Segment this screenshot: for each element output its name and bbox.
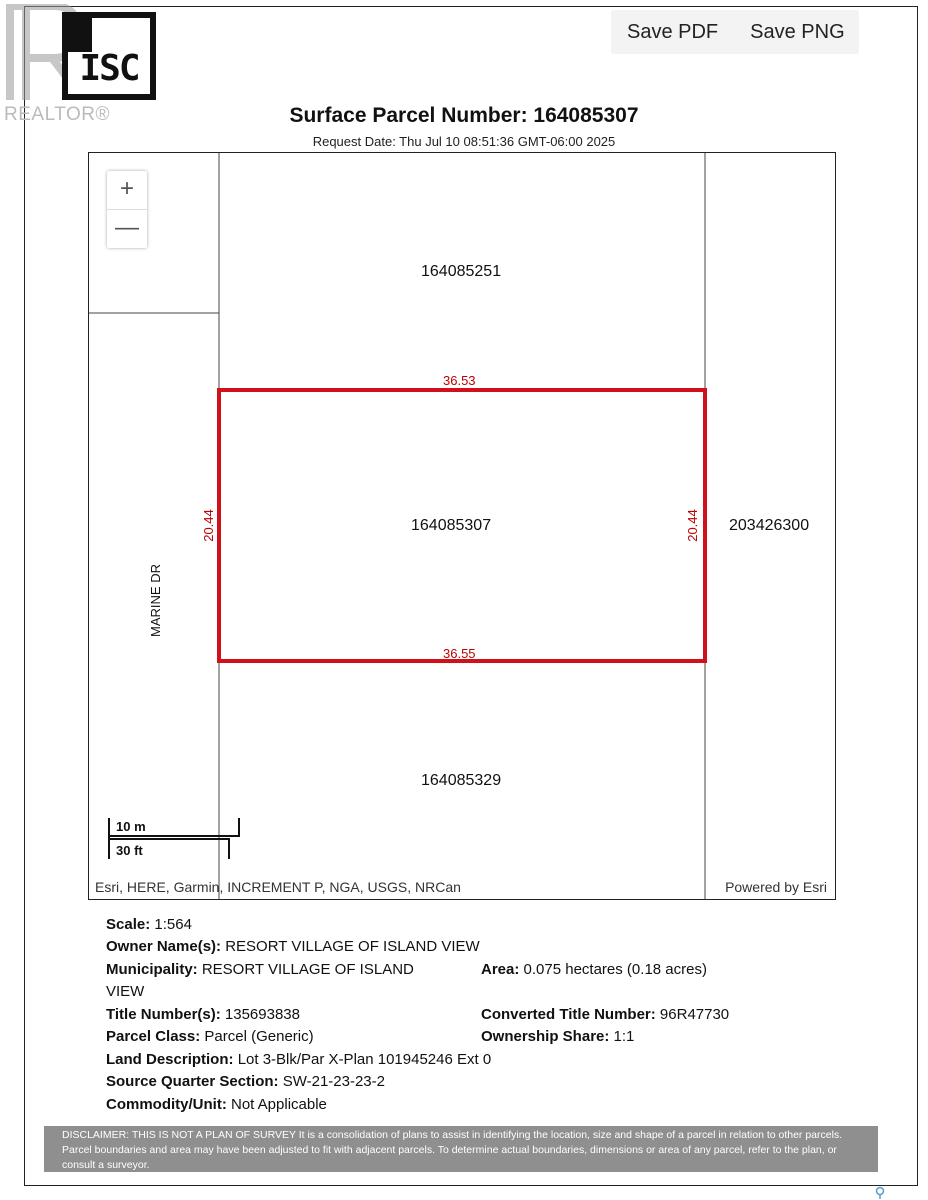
detail-parcel-class-value: Parcel (Generic)	[204, 1028, 314, 1045]
isc-logo-text: ISC	[79, 48, 139, 89]
detail-commodity-value: Not Applicable	[231, 1096, 327, 1113]
detail-scale-value: 1:564	[154, 916, 192, 933]
detail-title-number-label: Title Number(s):	[106, 1006, 221, 1023]
detail-quarter-section-label: Source Quarter Section:	[106, 1073, 279, 1090]
detail-quarter-section-value: SW-21-23-23-2	[282, 1073, 385, 1090]
detail-title-number	[106, 1006, 300, 1023]
detail-owner	[106, 938, 480, 955]
detail-converted-title-value: 96R47730	[659, 1006, 730, 1023]
parcel-label-south[interactable]: 164085329	[421, 772, 502, 789]
detail-parcel-class	[106, 1028, 314, 1045]
map-pin-icon	[874, 1186, 886, 1200]
detail-land-description-value: Lot 3-Blk/Par X-Plan 101945246 Ext 0	[237, 1051, 492, 1068]
zoom-control	[107, 171, 147, 248]
save-png-button[interactable]: Save PNG	[750, 20, 845, 43]
detail-scale	[106, 916, 192, 933]
disclaimer: DISCLAIMER: THIS IS NOT A PLAN OF SURVEY It is a consolidation of plans to assist in identifying the location, size and shape of a parcel in relation to other parcels. Parcel boundaries and area may have been adjusted to fit with adjacent parcels. To determine actual boundaries, dimensions or area of any parcel, refer to the plan, or consult a surveyor.	[44, 1126, 878, 1172]
realtor-watermark: REALTOR®	[4, 104, 110, 125]
road-label-marine-dr: MARINE DR	[147, 564, 163, 637]
parcel-label-subject[interactable]: 164085307	[411, 517, 492, 534]
detail-owner-value: RESORT VILLAGE OF ISLAND VIEW	[225, 938, 480, 955]
detail-ownership-share-label: Ownership Share:	[481, 1028, 610, 1045]
parcel-label-east[interactable]: 203426300	[729, 517, 810, 534]
detail-municipality-value: RESORT VILLAGE OF ISLAND	[201, 961, 414, 978]
detail-ownership-share	[481, 1028, 634, 1045]
detail-land-description	[106, 1051, 491, 1068]
detail-municipality	[106, 961, 414, 978]
detail-quarter-section	[106, 1073, 385, 1090]
detail-area	[481, 961, 707, 978]
save-toolbar	[611, 10, 859, 54]
detail-commodity-label: Commodity/Unit:	[106, 1096, 227, 1113]
detail-municipality-cont: VIEW	[106, 983, 145, 1000]
detail-parcel-class-label: Parcel Class:	[106, 1028, 201, 1045]
detail-commodity	[106, 1096, 327, 1113]
page-title: Surface Parcel Number: 164085307	[289, 104, 639, 127]
dimension-left: 20.44	[200, 509, 216, 542]
powered-by-esri-link[interactable]: Powered by Esri	[725, 879, 827, 895]
detail-owner-label: Owner Name(s):	[106, 938, 222, 955]
map-attribution: Esri, HERE, Garmin, INCREMENT P, NGA, USGS, NRCan	[95, 879, 461, 895]
dimension-bottom: 36.55	[443, 646, 476, 661]
detail-area-value: 0.075 hectares (0.18 acres)	[523, 961, 707, 978]
detail-ownership-share-value: 1:1	[613, 1028, 635, 1045]
request-date: Request Date: Thu Jul 10 08:51:36 GMT-06:00 2025	[312, 134, 616, 149]
detail-area-label: Area:	[481, 961, 520, 978]
scale-bar-metric: 10 m	[116, 819, 146, 834]
dimension-top: 36.53	[443, 373, 476, 388]
save-pdf-button[interactable]: Save PDF	[627, 20, 719, 43]
detail-title-number-value: 135693838	[224, 1006, 300, 1023]
isc-logo-tab	[62, 12, 92, 52]
detail-municipality-label: Municipality:	[106, 961, 198, 978]
detail-converted-title-label: Converted Title Number:	[481, 1006, 656, 1023]
zoom-in-button[interactable]: +	[119, 175, 134, 202]
detail-scale-label: Scale:	[106, 916, 151, 933]
scale-bar-imperial: 30 ft	[116, 843, 143, 858]
detail-converted-title	[481, 1006, 729, 1023]
parcel-label-north[interactable]: 164085251	[421, 263, 502, 280]
detail-land-description-label: Land Description:	[106, 1051, 234, 1068]
zoom-out-button[interactable]: —	[107, 209, 147, 248]
parcel-map[interactable]	[88, 152, 836, 900]
dimension-right: 20.44	[684, 509, 700, 542]
